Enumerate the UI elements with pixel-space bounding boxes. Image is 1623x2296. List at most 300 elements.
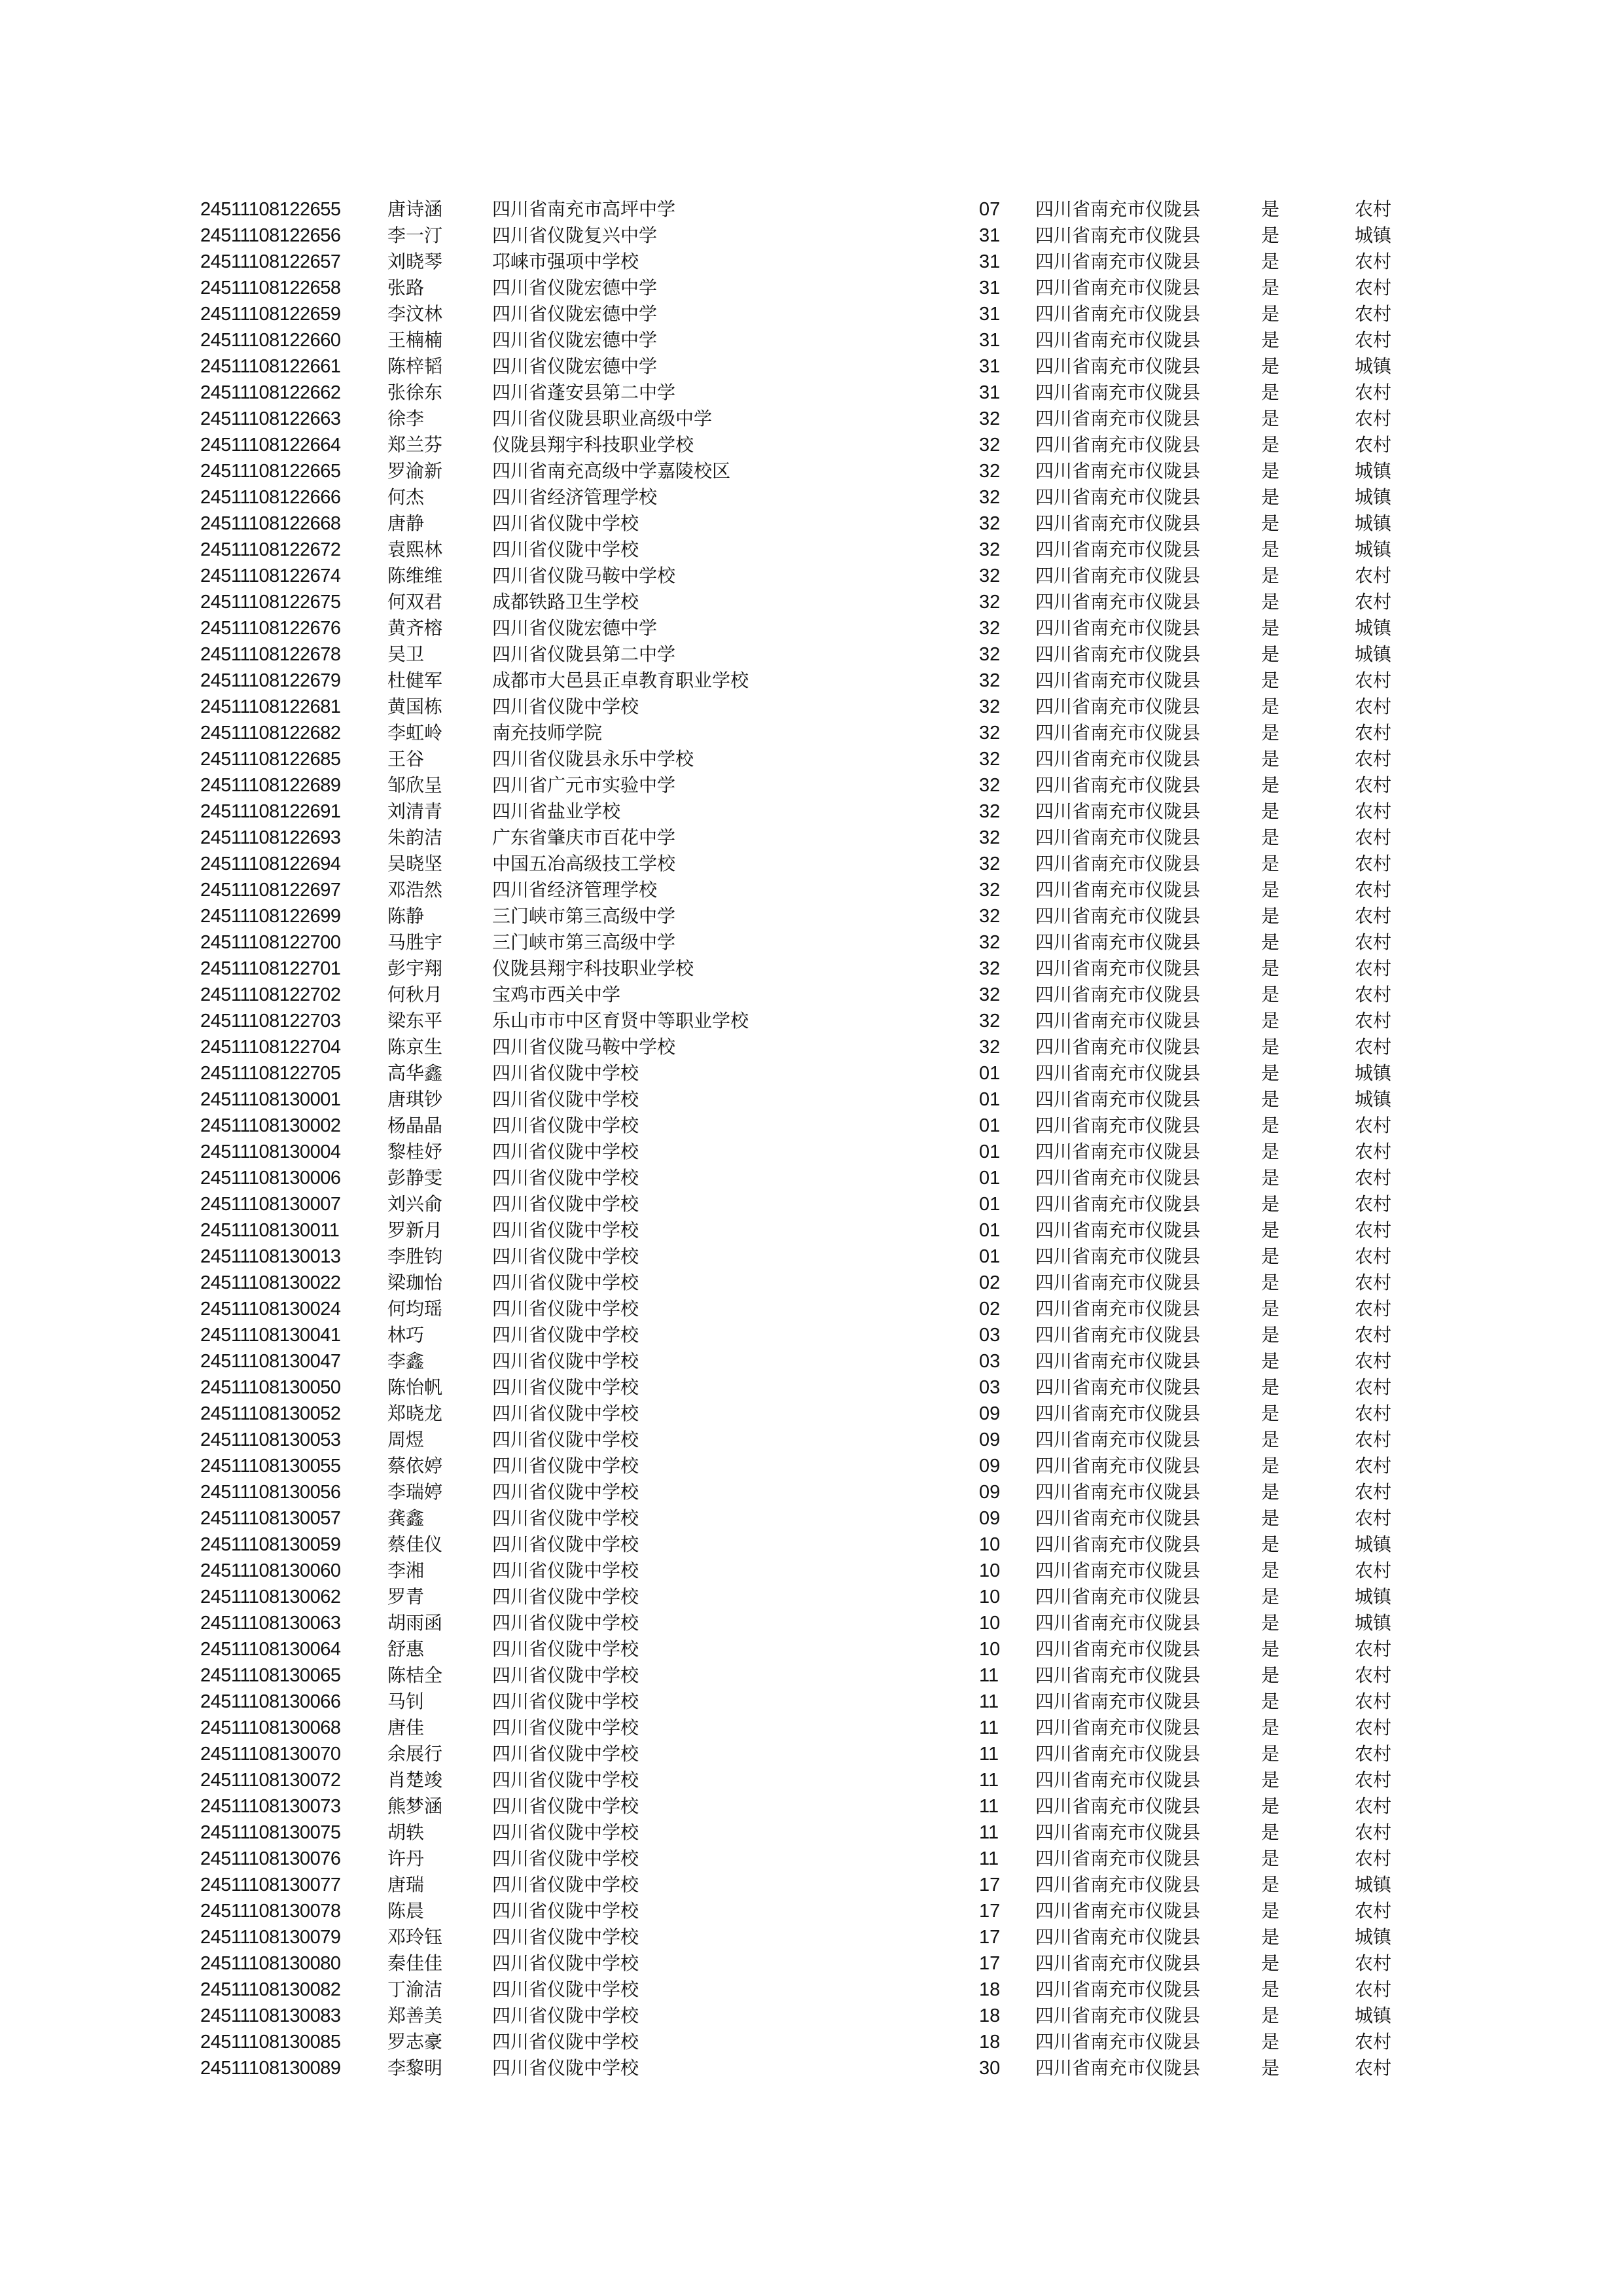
cell-flag: 是 [1261,1298,1280,1319]
cell-name: 王楠楠 [387,329,443,351]
cell-household-type: 农村 [1355,434,1392,456]
cell-flag: 是 [1261,1874,1280,1895]
cell-flag: 是 [1261,800,1280,822]
cell-region: 四川省南充市仪陇县 [1035,1874,1201,1895]
cell-class-code: 11 [979,1691,999,1712]
cell-school: 四川省南充高级中学嘉陵校区 [492,460,731,482]
cell-class-code: 32 [979,906,1001,927]
cell-class-code: 01 [979,1141,1001,1162]
table-row [0,537,1623,563]
cell-name: 刘晓琴 [387,251,443,272]
cell-region: 四川省南充市仪陇县 [1035,643,1201,665]
cell-region: 四川省南充市仪陇县 [1035,748,1201,770]
cell-school: 四川省仪陇中学校 [492,1115,639,1136]
table-row [0,1086,1623,1113]
cell-flag: 是 [1261,905,1280,927]
cell-exam-id: 24511108122704 [200,1037,341,1058]
cell-name: 罗青 [387,1586,425,1607]
table-row [0,1846,1623,1872]
cell-school: 成都铁路卫生学校 [492,591,639,613]
cell-household-type: 农村 [1355,1376,1392,1398]
cell-name: 陈桔全 [387,1664,443,1686]
cell-class-code: 18 [979,2005,1001,2026]
cell-class-code: 31 [979,251,1001,272]
cell-name: 张路 [387,277,425,298]
table-row [0,301,1623,327]
cell-flag: 是 [1261,931,1280,953]
cell-school: 广东省肇庆市百花中学 [492,827,676,848]
cell-name: 胡雨函 [387,1612,443,1634]
cell-name: 何杰 [387,486,425,508]
cell-name: 陈维维 [387,565,443,586]
cell-school: 三门峡市第三高级中学 [492,905,676,927]
table-row [0,694,1623,720]
cell-school: 四川省仪陇中学校 [492,1769,639,1791]
cell-name: 陈京生 [387,1036,443,1058]
cell-name: 唐诗涵 [387,198,443,220]
table-row [0,1950,1623,1977]
cell-class-code: 03 [979,1325,1001,1346]
cell-school: 四川省仪陇中学校 [492,1560,639,1581]
cell-household-type: 农村 [1355,1036,1392,1058]
cell-exam-id: 24511108122675 [200,592,341,613]
cell-school: 四川省仪陇中学校 [492,1691,639,1712]
cell-class-code: 31 [979,330,1001,351]
table-row [0,668,1623,694]
cell-region: 四川省南充市仪陇县 [1035,486,1201,508]
cell-region: 四川省南充市仪陇县 [1035,251,1201,272]
cell-household-type: 农村 [1355,1769,1392,1791]
cell-exam-id: 24511108130024 [200,1299,341,1319]
cell-flag: 是 [1261,1036,1280,1058]
cell-class-code: 32 [979,1011,1001,1031]
cell-household-type: 农村 [1355,1429,1392,1450]
table-row [0,484,1623,511]
cell-class-code: 10 [979,1534,1001,1555]
cell-household-type: 城镇 [1355,617,1392,639]
cell-name: 袁熙林 [387,539,443,560]
cell-class-code: 32 [979,984,1001,1005]
cell-region: 四川省南充市仪陇县 [1035,670,1201,691]
cell-region: 四川省南充市仪陇县 [1035,460,1201,482]
cell-flag: 是 [1261,1481,1280,1503]
cell-household-type: 农村 [1355,303,1392,325]
cell-region: 四川省南充市仪陇县 [1035,591,1201,613]
cell-region: 四川省南充市仪陇县 [1035,722,1201,744]
cell-region: 四川省南充市仪陇县 [1035,1376,1201,1398]
cell-household-type: 农村 [1355,1717,1392,1738]
cell-school: 四川省仪陇中学校 [492,1455,639,1477]
cell-region: 四川省南充市仪陇县 [1035,224,1201,246]
table-row [0,1322,1623,1348]
table-row [0,903,1623,929]
cell-flag: 是 [1261,382,1280,403]
table-row [0,1689,1623,1715]
cell-class-code: 11 [979,1744,999,1765]
cell-school: 四川省仪陇中学校 [492,2005,639,2026]
cell-exam-id: 24511108122666 [200,487,341,508]
table-row [0,641,1623,668]
cell-flag: 是 [1261,984,1280,1005]
cell-household-type: 城镇 [1355,1088,1392,1110]
cell-region: 四川省南充市仪陇县 [1035,1717,1201,1738]
cell-flag: 是 [1261,1455,1280,1477]
cell-flag: 是 [1261,1141,1280,1162]
cell-exam-id: 24511108122681 [200,696,341,717]
cell-flag: 是 [1261,1507,1280,1529]
table-row [0,772,1623,798]
cell-flag: 是 [1261,853,1280,874]
table-row [0,1767,1623,1793]
cell-region: 四川省南充市仪陇县 [1035,1534,1201,1555]
cell-region: 四川省南充市仪陇县 [1035,1219,1201,1241]
cell-region: 四川省南充市仪陇县 [1035,1324,1201,1346]
cell-flag: 是 [1261,2031,1280,2053]
cell-school: 四川省仪陇宏德中学 [492,303,658,325]
cell-region: 四川省南充市仪陇县 [1035,2005,1201,2026]
cell-flag: 是 [1261,1952,1280,1974]
cell-name: 陈静 [387,905,425,927]
table-row [0,563,1623,589]
cell-exam-id: 24511108122665 [200,461,341,482]
cell-exam-id: 24511108130085 [200,2032,341,2053]
cell-class-code: 07 [979,199,1001,220]
cell-region: 四川省南充市仪陇县 [1035,1403,1201,1424]
cell-flag: 是 [1261,1193,1280,1215]
cell-exam-id: 24511108130004 [200,1141,341,1162]
cell-flag: 是 [1261,303,1280,325]
cell-household-type: 农村 [1355,748,1392,770]
cell-class-code: 32 [979,749,1001,770]
cell-name: 张徐东 [387,382,443,403]
cell-household-type: 农村 [1355,722,1392,744]
cell-name: 黄齐榕 [387,617,443,639]
cell-name: 蔡依婷 [387,1455,443,1477]
table-row [0,615,1623,641]
cell-school: 四川省仪陇中学校 [492,1534,639,1555]
cell-region: 四川省南充市仪陇县 [1035,1298,1201,1319]
cell-school: 四川省仪陇中学校 [492,1350,639,1372]
cell-name: 王谷 [387,748,425,770]
data-table [0,196,1623,2081]
cell-name: 刘兴俞 [387,1193,443,1215]
cell-region: 四川省南充市仪陇县 [1035,1848,1201,1869]
cell-school: 四川省仪陇中学校 [492,1167,639,1189]
cell-flag: 是 [1261,277,1280,298]
cell-school: 四川省盐业学校 [492,800,621,822]
cell-region: 四川省南充市仪陇县 [1035,1821,1201,1843]
table-row [0,1820,1623,1846]
cell-name: 马钊 [387,1691,425,1712]
cell-class-code: 01 [979,1168,1001,1189]
cell-class-code: 09 [979,1482,1001,1503]
cell-exam-id: 24511108130077 [200,1874,341,1895]
cell-exam-id: 24511108122705 [200,1063,341,1084]
cell-household-type: 农村 [1355,1821,1392,1843]
cell-name: 李鑫 [387,1350,425,1372]
cell-household-type: 农村 [1355,1246,1392,1267]
cell-flag: 是 [1261,1612,1280,1634]
cell-exam-id: 24511108122664 [200,435,341,456]
cell-region: 四川省南充市仪陇县 [1035,1141,1201,1162]
cell-flag: 是 [1261,1638,1280,1660]
cell-region: 四川省南充市仪陇县 [1035,1088,1201,1110]
cell-region: 四川省南充市仪陇县 [1035,1664,1201,1686]
cell-name: 林巧 [387,1324,425,1346]
cell-name: 何双君 [387,591,443,613]
cell-household-type: 农村 [1355,879,1392,901]
cell-name: 徐李 [387,408,425,429]
cell-flag: 是 [1261,460,1280,482]
table-row [0,1244,1623,1270]
cell-flag: 是 [1261,1115,1280,1136]
cell-class-code: 09 [979,1403,1001,1424]
table-row [0,1427,1623,1453]
cell-school: 四川省仪陇中学校 [492,1821,639,1843]
cell-flag: 是 [1261,1429,1280,1450]
cell-class-code: 32 [979,539,1001,560]
cell-exam-id: 24511108130047 [200,1351,341,1372]
cell-exam-id: 24511108122697 [200,880,341,901]
cell-household-type: 农村 [1355,1010,1392,1031]
table-row [0,196,1623,223]
cell-exam-id: 24511108130079 [200,1927,341,1948]
cell-class-code: 32 [979,932,1001,953]
table-row [0,2055,1623,2081]
cell-class-code: 32 [979,801,1001,822]
cell-household-type: 农村 [1355,670,1392,691]
cell-household-type: 农村 [1355,408,1392,429]
table-row [0,327,1623,353]
cell-region: 四川省南充市仪陇县 [1035,1350,1201,1372]
table-row [0,1270,1623,1296]
cell-region: 四川省南充市仪陇县 [1035,329,1201,351]
cell-exam-id: 24511108122668 [200,513,341,534]
cell-household-type: 农村 [1355,1507,1392,1529]
cell-region: 四川省南充市仪陇县 [1035,1429,1201,1450]
cell-school: 四川省仪陇中学校 [492,1795,639,1817]
table-row [0,1296,1623,1322]
cell-name: 黎桂妤 [387,1141,443,1162]
cell-exam-id: 24511108130082 [200,1979,341,2000]
cell-class-code: 03 [979,1351,1001,1372]
cell-name: 陈晨 [387,1900,425,1922]
cell-region: 四川省南充市仪陇县 [1035,800,1201,822]
cell-exam-id: 24511108122676 [200,618,341,639]
cell-region: 四川省南充市仪陇县 [1035,931,1201,953]
cell-class-code: 17 [979,1953,1001,1974]
cell-name: 何秋月 [387,984,443,1005]
cell-region: 四川省南充市仪陇县 [1035,303,1201,325]
cell-exam-id: 24511108122659 [200,304,341,325]
cell-flag: 是 [1261,1167,1280,1189]
cell-class-code: 32 [979,1037,1001,1058]
cell-household-type: 城镇 [1355,539,1392,560]
table-row [0,249,1623,275]
table-row [0,851,1623,877]
cell-flag: 是 [1261,1795,1280,1817]
cell-region: 四川省南充市仪陇县 [1035,1036,1201,1058]
table-row [0,1532,1623,1558]
cell-school: 四川省蓬安县第二中学 [492,382,676,403]
cell-name: 李胜钧 [387,1246,443,1267]
cell-flag: 是 [1261,1403,1280,1424]
cell-class-code: 09 [979,1508,1001,1529]
cell-exam-id: 24511108130068 [200,1717,341,1738]
cell-school: 四川省经济管理学校 [492,486,658,508]
cell-school: 中国五冶高级技工学校 [492,853,676,874]
cell-name: 梁珈怡 [387,1272,443,1293]
cell-class-code: 02 [979,1272,1001,1293]
cell-region: 四川省南充市仪陇县 [1035,1272,1201,1293]
cell-flag: 是 [1261,1246,1280,1267]
cell-name: 邓玲钰 [387,1926,443,1948]
cell-class-code: 32 [979,696,1001,717]
cell-name: 杜健军 [387,670,443,691]
cell-exam-id: 24511108130065 [200,1665,341,1686]
cell-region: 四川省南充市仪陇县 [1035,1115,1201,1136]
cell-household-type: 农村 [1355,827,1392,848]
cell-school: 四川省仪陇中学校 [492,1324,639,1346]
cell-school: 四川省仪陇宏德中学 [492,329,658,351]
cell-exam-id: 24511108122703 [200,1011,341,1031]
cell-name: 龚鑫 [387,1507,425,1529]
cell-school: 四川省仪陇宏德中学 [492,617,658,639]
cell-exam-id: 24511108130057 [200,1508,341,1529]
cell-region: 四川省南充市仪陇县 [1035,1062,1201,1084]
cell-name: 唐琪钞 [387,1088,443,1110]
table-row [0,275,1623,301]
table-row [0,746,1623,772]
cell-exam-id: 24511108122702 [200,984,341,1005]
cell-name: 罗志豪 [387,2031,443,2053]
cell-region: 四川省南充市仪陇县 [1035,1926,1201,1948]
cell-household-type: 城镇 [1355,1534,1392,1555]
cell-name: 郑善美 [387,2005,443,2026]
cell-household-type: 农村 [1355,1795,1392,1817]
cell-school: 四川省仪陇中学校 [492,1900,639,1922]
cell-exam-id: 24511108122701 [200,958,341,979]
cell-exam-id: 24511108130066 [200,1691,341,1712]
cell-school: 四川省仪陇中学校 [492,1638,639,1660]
cell-school: 四川省仪陇中学校 [492,696,639,717]
cell-name: 唐瑞 [387,1874,425,1895]
cell-flag: 是 [1261,1900,1280,1922]
table-row [0,406,1623,432]
cell-class-code: 30 [979,2058,1001,2079]
cell-flag: 是 [1261,486,1280,508]
cell-household-type: 农村 [1355,1219,1392,1241]
cell-region: 四川省南充市仪陇县 [1035,1193,1201,1215]
cell-school: 三门峡市第三高级中学 [492,931,676,953]
cell-household-type: 农村 [1355,1167,1392,1189]
cell-flag: 是 [1261,617,1280,639]
cell-school: 四川省仪陇宏德中学 [492,355,658,377]
cell-school: 四川省经济管理学校 [492,879,658,901]
cell-household-type: 城镇 [1355,2005,1392,2026]
cell-household-type: 农村 [1355,1115,1392,1136]
table-row [0,1191,1623,1217]
cell-household-type: 农村 [1355,1664,1392,1686]
cell-household-type: 农村 [1355,1560,1392,1581]
cell-name: 马胜宇 [387,931,443,953]
cell-region: 四川省南充市仪陇县 [1035,1246,1201,1267]
cell-household-type: 农村 [1355,382,1392,403]
cell-class-code: 10 [979,1639,1001,1660]
cell-exam-id: 24511108130075 [200,1822,341,1843]
cell-household-type: 农村 [1355,774,1392,796]
cell-name: 唐佳 [387,1717,425,1738]
table-row [0,1348,1623,1374]
cell-name: 黄国栋 [387,696,443,717]
cell-region: 四川省南充市仪陇县 [1035,198,1201,220]
cell-exam-id: 24511108130002 [200,1115,341,1136]
cell-school: 四川省仪陇马鞍中学校 [492,565,676,586]
cell-class-code: 17 [979,1927,1001,1948]
table-row [0,1505,1623,1532]
cell-flag: 是 [1261,1560,1280,1581]
table-row [0,798,1623,825]
cell-school: 四川省仪陇中学校 [492,2057,639,2079]
cell-exam-id: 24511108130089 [200,2058,341,2079]
cell-exam-id: 24511108122672 [200,539,341,560]
cell-school: 四川省仪陇中学校 [492,1403,639,1424]
cell-class-code: 32 [979,644,1001,665]
cell-household-type: 农村 [1355,696,1392,717]
cell-exam-id: 24511108122689 [200,775,341,796]
cell-region: 四川省南充市仪陇县 [1035,1455,1201,1477]
cell-region: 四川省南充市仪陇县 [1035,355,1201,377]
cell-class-code: 32 [979,723,1001,744]
cell-school: 四川省仪陇中学校 [492,1874,639,1895]
cell-flag: 是 [1261,1979,1280,2000]
cell-household-type: 农村 [1355,591,1392,613]
cell-household-type: 城镇 [1355,460,1392,482]
cell-school: 邛崃市强项中学校 [492,251,639,272]
cell-flag: 是 [1261,251,1280,272]
cell-household-type: 农村 [1355,1141,1392,1162]
cell-region: 四川省南充市仪陇县 [1035,1952,1201,1974]
cell-household-type: 城镇 [1355,1926,1392,1948]
cell-class-code: 32 [979,775,1001,796]
cell-region: 四川省南充市仪陇县 [1035,1638,1201,1660]
cell-school: 四川省仪陇中学校 [492,1272,639,1293]
cell-class-code: 32 [979,435,1001,456]
cell-name: 唐静 [387,512,425,534]
cell-exam-id: 24511108130007 [200,1194,341,1215]
cell-school: 四川省仪陇宏德中学 [492,277,658,298]
cell-school: 四川省南充市高坪中学 [492,198,676,220]
cell-exam-id: 24511108122661 [200,356,341,377]
table-row [0,1453,1623,1479]
cell-household-type: 农村 [1355,2031,1392,2053]
cell-flag: 是 [1261,1010,1280,1031]
cell-class-code: 31 [979,225,1001,246]
cell-household-type: 城镇 [1355,355,1392,377]
cell-exam-id: 24511108130064 [200,1639,341,1660]
cell-exam-id: 24511108122679 [200,670,341,691]
cell-exam-id: 24511108130080 [200,1953,341,1974]
cell-flag: 是 [1261,1717,1280,1738]
cell-flag: 是 [1261,1062,1280,1084]
cell-school: 四川省仪陇中学校 [492,1219,639,1241]
cell-class-code: 02 [979,1299,1001,1319]
cell-flag: 是 [1261,1534,1280,1555]
table-row [0,353,1623,380]
table-row [0,1139,1623,1165]
cell-class-code: 32 [979,408,1001,429]
cell-name: 舒惠 [387,1638,425,1660]
